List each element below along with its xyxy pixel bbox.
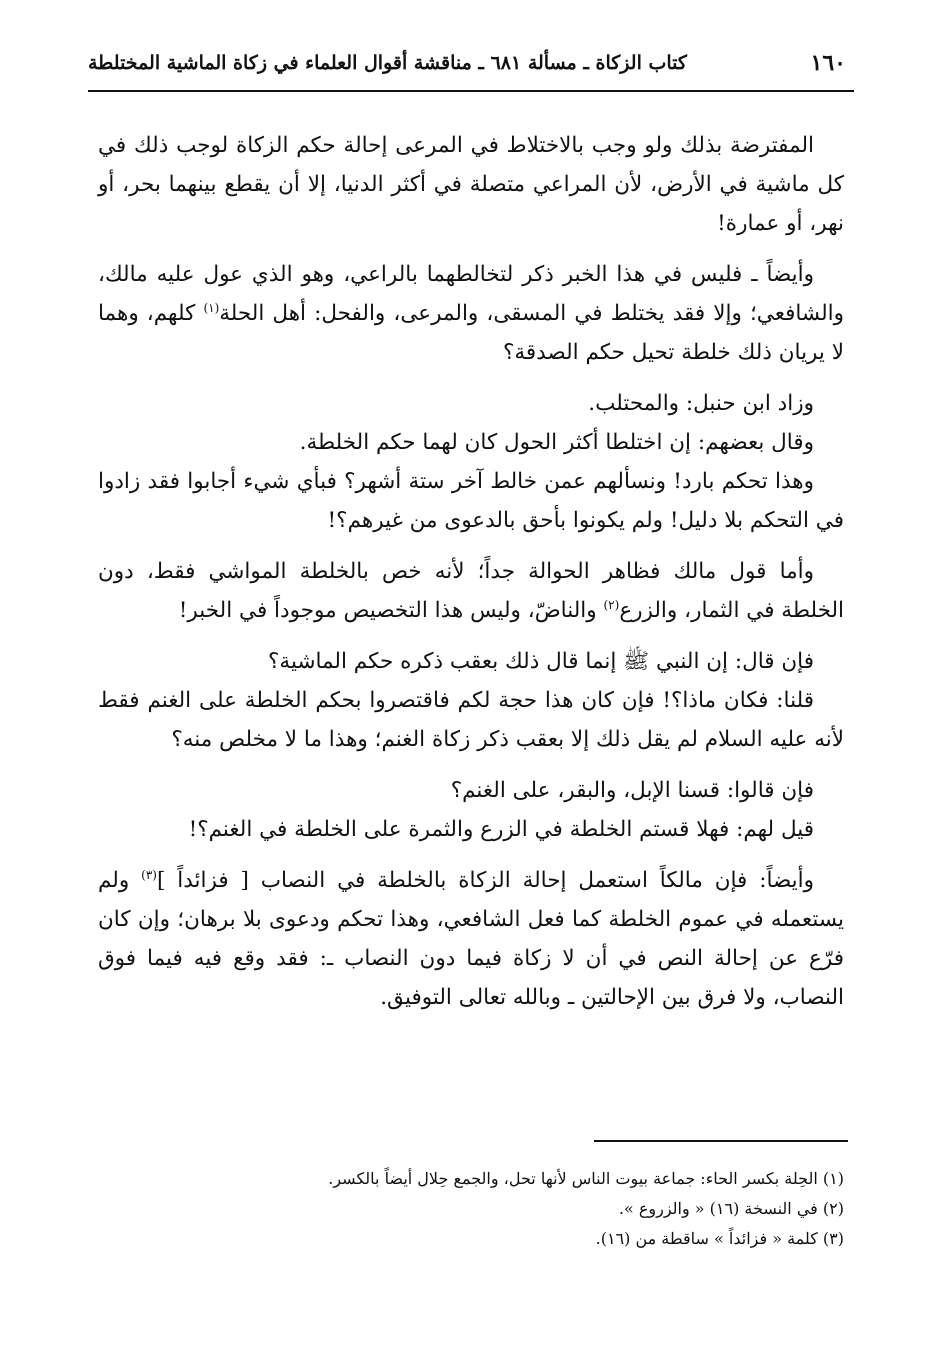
paragraph (98, 861, 844, 1017)
paragraph: قيل لهم: فهلا قستم الخلطة في الزرع والثمرة على الخلطة في الغنم؟! (188, 817, 814, 842)
paragraph: فإن قال: إن النبي ﷺ إنما قال ذلك بعقب ذكره حكم الماشية؟ (268, 649, 814, 674)
paragraph: وهذا تحكم بارد! ونسألهم عمن خالط آخر ستة أشهر؟ فبأي شيء أجابوا فقد زادوا في التحكم بلا دليل! ولم يكونوا بأحق بالدعوى من غيرهم؟! (98, 469, 844, 533)
paragraph: فإن قالوا: قسنا الإبل، والبقر، على الغنم؟ (450, 778, 814, 803)
paragraph-text: كلهم، وهما لا يريان ذلك خلطة تحيل حكم الصدقة؟ (98, 301, 844, 365)
footnote-divider (594, 1140, 848, 1142)
footnote: (٣) كلمة « فزائداً » ساقطة من (١٦). (595, 1229, 844, 1248)
footnote: (١) الحِلة بكسر الحاء: جماعة بيوت الناس لأنها تحل، والجمع حِلال أيضاً بالكسر. (328, 1169, 844, 1188)
paragraph: المفترضة بذلك ولو وجب بالاختلاط في المرعى إحالة حكم الزكاة لوجب ذلك في كل ماشية في الأرض، لأن المراعي متصلة في أكثر الدنيا، إلا أن يقطع بينهما بحر، أو نهر، أو عمارة! (98, 133, 844, 236)
footnotes (98, 1164, 844, 1254)
paragraph: وزاد ابن حنبل: والمحتلب. (588, 391, 814, 416)
main-text (98, 126, 844, 1029)
paragraph (98, 552, 844, 630)
paragraph: قلنا: فكان ماذا؟! فإن كان هذا حجة لكم فاقتصروا بحكم الخلطة على الغنم فقط لأنه عليه السلام لم يقل ذلك إلا بعقب ذكر زكاة الغنم؛ وهذا ما لا مخلص منه؟ (98, 688, 844, 752)
footnote-marker: (٣) (141, 867, 157, 882)
page-number: ١٦٠ (810, 50, 846, 76)
paragraph-text: وأيضاً: فإن مالكاً استعمل إحالة الزكاة بالخلطة في النصاب [ فزائداً ] (156, 868, 814, 893)
page-header (88, 48, 854, 92)
paragraph-text: ولم يستعمله في عموم الخلطة كما فعل الشافعي، وهذا تحكم ودعوى بلا برهان؛ وإن كان فرّع عن إحالة النص في أن لا زكاة فيما دون النصاب ـ: فقد وقع فيه فيما فوق النصاب، ولا فرق بين الإحالتين ـ وبالله تعالى التوفيق. (98, 868, 844, 1010)
running-title: كتاب الزكاة ـ مسألة ٦٨١ ـ مناقشة أقوال العلماء في زكاة الماشية المختلطة (88, 52, 687, 74)
footnote-marker: (١) (203, 300, 220, 315)
paragraph-text: والناضّ، وليس هذا التخصيص موجوداً في الخبر! (178, 598, 597, 623)
paragraph (98, 255, 844, 372)
footnote: (٢) في النسخة (١٦) « والزروع ». (618, 1199, 844, 1218)
paragraph-text: وأما قول مالك فظاهر الحوالة جداً؛ لأنه خص بالخلطة المواشي فقط، دون الخلطة في الثمار، والزرع (98, 559, 844, 623)
footnote-marker: (٢) (603, 597, 620, 612)
paragraph: وقال بعضهم: إن اختلطا أكثر الحول كان لهما حكم الخلطة. (299, 430, 814, 455)
paragraph-text: وأيضاً ـ فليس في هذا الخبر ذكر لتخالطهما بالراعي، وهو الذي عول عليه مالك، والشافعي؛ وإلا فقد يختلط في المسقى، والمرعى، والفحل: أهل الحلة (98, 262, 844, 326)
